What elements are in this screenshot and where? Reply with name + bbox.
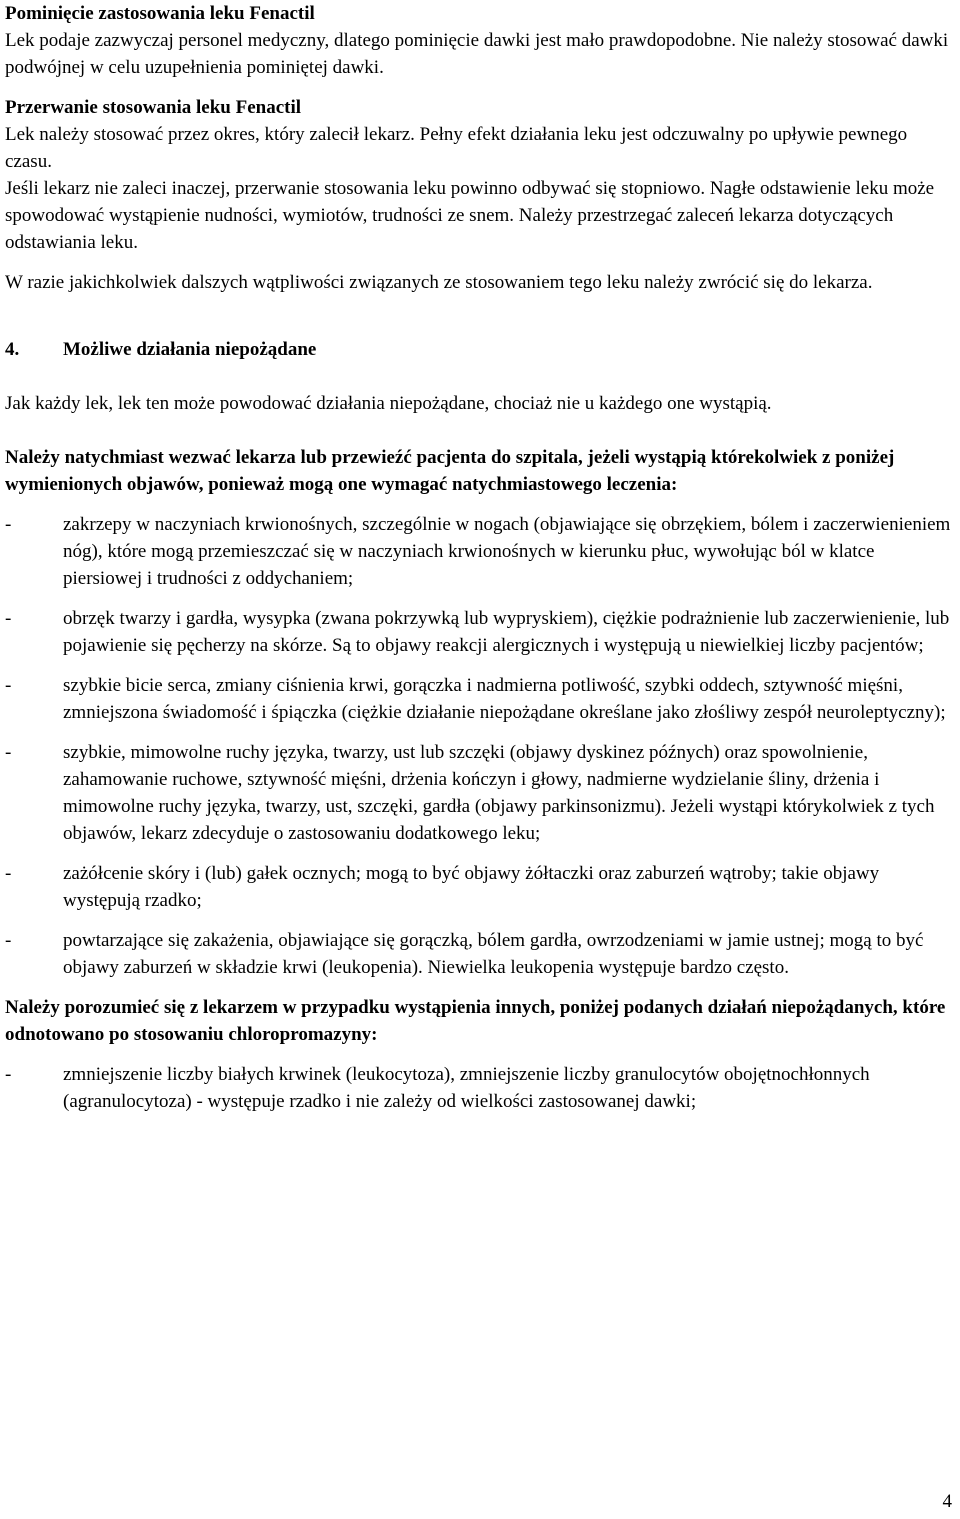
- list-dash: -: [5, 608, 12, 629]
- list-item: [5, 511, 955, 592]
- list-dash: -: [5, 514, 12, 535]
- stop-treatment-text-1: Lek należy stosować przez okres, który zalecił lekarz. Pełny efekt działania leku jest odczuwalny po upływie pewnego czasu.: [5, 124, 908, 172]
- list-item-text: szybkie bicie serca, zmiany ciśnienia krwi, gorączka i nadmierna potliwość, szybki oddech, sztywność mięśni, zmniejszona świadomość i śpiączka (ciężkie działanie niepożądane określane jako złośliwy zespół neuroleptyczny);: [63, 675, 946, 723]
- list-item-text: zmniejszenie liczby białych krwinek (leukocytoza), zmniejszenie liczby granulocytów obojętnochłonnych (agranulocytoza) - występuje rzadko i nie zależy od wielkości zastosowanej dawki;: [63, 1064, 870, 1112]
- list-dash: -: [5, 675, 12, 696]
- stop-treatment-text-2: Jeśli lekarz nie zaleci inaczej, przerwanie stosowania leku powinno odbywać się stopniowo. Nagłe odstawienie leku może spowodować wystąpienie nudności, wymiotów, trudności ze snem. Należy przestrzegać zaleceń lekarza dotyczących odstawiania leku.: [5, 178, 935, 253]
- list-item-text: zakrzepy w naczyniach krwionośnych, szczególnie w nogach (objawiające się obrzękiem, bólem i zaczerwienieniem nóg), które mogą przemieszczać się w naczyniach krwionośnych w kierunku płuc, wywołując ból w klatce piersiowej i trudności z oddychaniem;: [63, 514, 951, 589]
- stop-treatment-text-3: W razie jakichkolwiek dalszych wątpliwości związanych ze stosowaniem tego leku należy zwrócić się do lekarza.: [5, 272, 873, 293]
- list-item-text: szybkie, mimowolne ruchy języka, twarzy, ust lub szczęki (objawy dyskinez późnych) oraz spowolnienie, zahamowanie ruchowe, sztywność mięśni, drżenia kończyn i głowy, nadmierne wydzielanie śliny, drżenia i mimowolne ruchy języka, twarzy, ust, szczęki, gardła (objawy parkinsonizmu). Jeżeli wystąpi którykolwiek z tych objawów, lekarz zdecyduje o zastosowaniu dodatkowego leku;: [63, 742, 935, 844]
- section-4-heading: [5, 336, 955, 363]
- list-item: [5, 1061, 955, 1115]
- list-item: [5, 605, 955, 659]
- missed-dose-title: Pominięcie zastosowania leku Fenactil: [5, 3, 315, 24]
- list-item-text: obrzęk twarzy i gardła, wysypka (zwana pokrzywką lub wypryskiem), ciężkie podrażnienie lub zaczerwienienie, lub pojawienie się pęcherzy na skórze. Są to objawy reakcji alergicznych i występują u niewielkiej liczby pacjentów;: [63, 608, 950, 656]
- list-item: [5, 860, 955, 914]
- page-number: 4: [942, 1491, 952, 1512]
- section-4-number: 4.: [5, 339, 20, 360]
- list-dash: -: [5, 863, 12, 884]
- urgent-warning: Należy natychmiast wezwać lekarza lub przewieźć pacjenta do szpitala, jeżeli wystąpią którekolwiek z poniżej wymienionych objawów, ponieważ mogą one wymagać natychmiastowego leczenia:: [5, 447, 895, 495]
- side-effects-intro: Jak każdy lek, lek ten może powodować działania niepożądane, chociaż nie u każdego one wystąpią.: [5, 393, 772, 414]
- document-page: [5, 0, 955, 1115]
- list-dash: -: [5, 1064, 12, 1085]
- missed-dose-text: Lek podaje zazwyczaj personel medyczny, dlatego pominięcie dawki jest mało prawdopodobne. Nie należy stosować dawki podwójnej w celu uzupełnienia pominiętej dawki.: [5, 30, 949, 78]
- section-4-title: Możliwe działania niepożądane: [63, 339, 317, 360]
- list-dash: -: [5, 742, 12, 763]
- list-item: [5, 672, 955, 726]
- list-item-text: powtarzające się zakażenia, objawiające się gorączką, bólem gardła, owrzodzeniami w jamie ustnej; mogą to być objawy zaburzeń w składzie krwi (leukopenia). Niewielka leukopenia występuje bardzo często.: [63, 930, 924, 978]
- consult-doctor-text: Należy porozumieć się z lekarzem w przypadku wystąpienia innych, poniżej podanych działań niepożądanych, które odnotowano po stosowaniu chloropromazyny:: [5, 997, 946, 1045]
- list-item-text: zażółcenie skóry i (lub) gałek ocznych; mogą to być objawy żółtaczki oraz zaburzeń wątroby; takie objawy występują rzadko;: [63, 863, 880, 911]
- list-item: [5, 739, 955, 847]
- list-item: [5, 927, 955, 981]
- stop-treatment-title: Przerwanie stosowania leku Fenactil: [5, 97, 302, 118]
- list-dash: -: [5, 930, 12, 951]
